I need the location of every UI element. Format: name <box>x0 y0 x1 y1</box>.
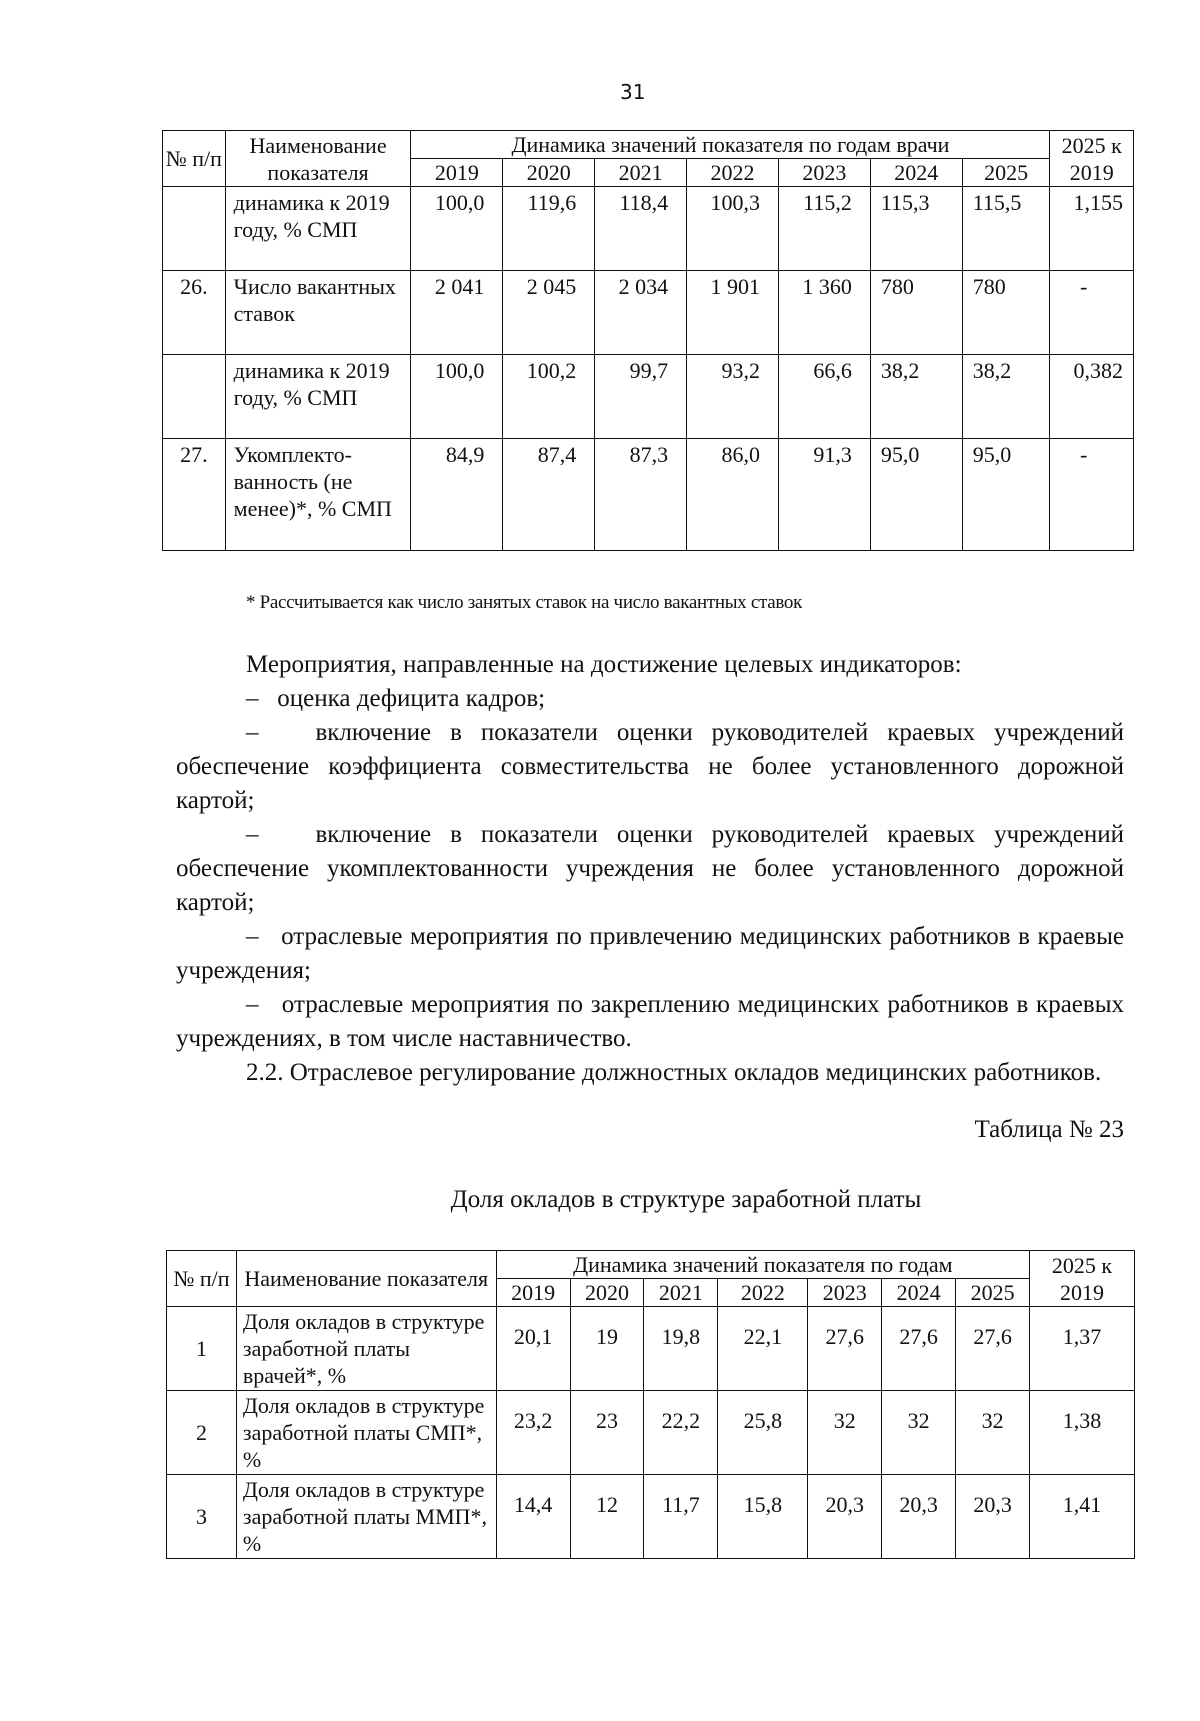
row-name: Укомплекто-ванность (не менее)*, % СМП <box>225 439 411 551</box>
cell-value: 38,2 <box>962 355 1050 439</box>
cell-value: 32 <box>956 1391 1030 1475</box>
cell-value: 100,2 <box>503 355 595 439</box>
indicator-table-continued <box>162 130 1134 551</box>
bullet-dash: – <box>246 923 259 950</box>
section-text: 2.2. Отраслевое регулирование должностных окладов медицинских работников. <box>246 1059 1102 1086</box>
header-year: 2020 <box>503 159 595 187</box>
header-dynamics: Динамика значений показателя по годам <box>496 1251 1029 1279</box>
header-name: Наименование показателя <box>236 1251 496 1307</box>
table-row <box>163 271 1134 355</box>
header-ratio: 2025 к 2019 <box>1030 1251 1135 1307</box>
table-footnote: * Рассчитывается как число занятых ставок на число вакантных ставок <box>246 592 803 613</box>
list-item <box>176 682 1124 716</box>
list-item-text: включение в показатели оценки руководителей краевых учреждений обеспечение укомплектованности учреждения не более установленного дорожной картой; <box>176 821 1125 916</box>
cell-value: 22,2 <box>644 1391 718 1475</box>
header-year: 2022 <box>718 1279 808 1307</box>
salary-share-table <box>166 1250 1135 1559</box>
header-name: Наименование показателя <box>225 131 411 187</box>
cell-value: 100,0 <box>411 355 503 439</box>
header-no: № п/п <box>163 131 226 187</box>
cell-value: 19,8 <box>644 1307 718 1391</box>
table-row <box>163 187 1134 271</box>
header-year: 2025 <box>956 1279 1030 1307</box>
bullet-dash: – <box>246 685 259 712</box>
cell-value: 15,8 <box>718 1475 808 1559</box>
cell-ratio: 1,38 <box>1030 1391 1135 1475</box>
cell-value: 119,6 <box>503 187 595 271</box>
header-year: 2023 <box>778 159 870 187</box>
header-year: 2022 <box>687 159 779 187</box>
cell-value: 100,3 <box>687 187 779 271</box>
header-year: 2021 <box>644 1279 718 1307</box>
cell-value: 19 <box>570 1307 644 1391</box>
list-item <box>176 818 1124 920</box>
cell-value: 91,3 <box>778 439 870 551</box>
row-name: Доля окладов в структуре заработной платы ММП*, % <box>236 1475 496 1559</box>
bullet-dash: – <box>246 821 259 848</box>
list-item <box>176 716 1124 818</box>
cell-value: 2 041 <box>411 271 503 355</box>
cell-value: 87,4 <box>503 439 595 551</box>
bullet-dash: – <box>246 991 259 1018</box>
header-year: 2019 <box>496 1279 570 1307</box>
cell-value: 87,3 <box>595 439 687 551</box>
cell-value: 1 901 <box>687 271 779 355</box>
row-name: Доля окладов в структуре заработной платы врачей*, % <box>236 1307 496 1391</box>
row-number: 1 <box>167 1307 237 1391</box>
table-row <box>167 1475 1135 1559</box>
cell-value: 22,1 <box>718 1307 808 1391</box>
row-name: динамика к 2019 году, % СМП <box>225 355 411 439</box>
cell-value: 14,4 <box>496 1475 570 1559</box>
table-row <box>163 355 1134 439</box>
row-name: Доля окладов в структуре заработной платы СМП*, % <box>236 1391 496 1475</box>
cell-value: 32 <box>808 1391 882 1475</box>
header-year: 2024 <box>882 1279 956 1307</box>
header-year: 2023 <box>808 1279 882 1307</box>
cell-value: 11,7 <box>644 1475 718 1559</box>
cell-value: 115,2 <box>778 187 870 271</box>
list-item-text: отраслевые мероприятия по закреплению медицинских работников в краевых учреждениях, в том числе наставничество. <box>176 991 1124 1052</box>
cell-value: 23 <box>570 1391 644 1475</box>
list-item <box>176 920 1124 988</box>
cell-value: 25,8 <box>718 1391 808 1475</box>
cell-value: 27,6 <box>808 1307 882 1391</box>
cell-value: 20,3 <box>808 1475 882 1559</box>
cell-value: 100,0 <box>411 187 503 271</box>
cell-ratio: - <box>1050 439 1134 551</box>
cell-value: 86,0 <box>687 439 779 551</box>
cell-value: 2 034 <box>595 271 687 355</box>
cell-value: 2 045 <box>503 271 595 355</box>
header-year: 2020 <box>570 1279 644 1307</box>
header-year: 2025 <box>962 159 1050 187</box>
table-row <box>163 439 1134 551</box>
table-header-row <box>163 131 1134 159</box>
cell-value: 32 <box>882 1391 956 1475</box>
header-ratio: 2025 к 2019 <box>1050 131 1134 187</box>
cell-value: 780 <box>962 271 1050 355</box>
cell-ratio: 1,41 <box>1030 1475 1135 1559</box>
list-item <box>176 988 1124 1056</box>
row-number: 27. <box>163 439 226 551</box>
cell-value: 23,2 <box>496 1391 570 1475</box>
list-item-text: включение в показатели оценки руководителей краевых учреждений обеспечение коэффициента совместительства не более установленного дорожной картой; <box>176 719 1125 814</box>
header-dynamics: Динамика значений показателя по годам врачи <box>411 131 1050 159</box>
cell-value: 84,9 <box>411 439 503 551</box>
table-header-row <box>167 1251 1135 1279</box>
cell-ratio: 0,382 <box>1050 355 1134 439</box>
cell-value: 95,0 <box>962 439 1050 551</box>
cell-value: 27,6 <box>882 1307 956 1391</box>
row-name: Число вакантных ставок <box>225 271 411 355</box>
row-number: 3 <box>167 1475 237 1559</box>
row-number <box>163 355 226 439</box>
cell-value: 780 <box>870 271 962 355</box>
table-row <box>167 1307 1135 1391</box>
cell-value: 27,6 <box>956 1307 1030 1391</box>
cell-value: 38,2 <box>870 355 962 439</box>
header-year: 2021 <box>595 159 687 187</box>
header-no: № п/п <box>167 1251 237 1307</box>
cell-value: 115,5 <box>962 187 1050 271</box>
page-number: 31 <box>620 80 646 104</box>
header-year: 2019 <box>411 159 503 187</box>
cell-value: 118,4 <box>595 187 687 271</box>
cell-value: 12 <box>570 1475 644 1559</box>
cell-value: 66,6 <box>778 355 870 439</box>
cell-value: 20,1 <box>496 1307 570 1391</box>
table-number: Таблица № 23 <box>974 1116 1124 1143</box>
section-heading <box>176 1056 1124 1090</box>
header-year: 2024 <box>870 159 962 187</box>
row-number <box>163 187 226 271</box>
row-number: 26. <box>163 271 226 355</box>
row-name: динамика к 2019 году, % СМП <box>225 187 411 271</box>
cell-value: 20,3 <box>882 1475 956 1559</box>
cell-value: 99,7 <box>595 355 687 439</box>
cell-value: 95,0 <box>870 439 962 551</box>
bullet-dash: – <box>246 719 259 746</box>
list-item-text: отраслевые мероприятия по привлечению медицинских работников в краевые учреждения; <box>176 923 1124 984</box>
row-number: 2 <box>167 1391 237 1475</box>
cell-ratio: 1,155 <box>1050 187 1134 271</box>
cell-ratio: 1,37 <box>1030 1307 1135 1391</box>
cell-value: 20,3 <box>956 1475 1030 1559</box>
cell-ratio: - <box>1050 271 1134 355</box>
measures-intro: Мероприятия, направленные на достижение целевых индикаторов: <box>246 651 962 678</box>
cell-value: 93,2 <box>687 355 779 439</box>
table-title: Доля окладов в структуре заработной платы <box>450 1186 922 1213</box>
table-row <box>167 1391 1135 1475</box>
list-item-text: оценка дефицита кадров; <box>277 685 546 712</box>
cell-value: 1 360 <box>778 271 870 355</box>
cell-value: 115,3 <box>870 187 962 271</box>
